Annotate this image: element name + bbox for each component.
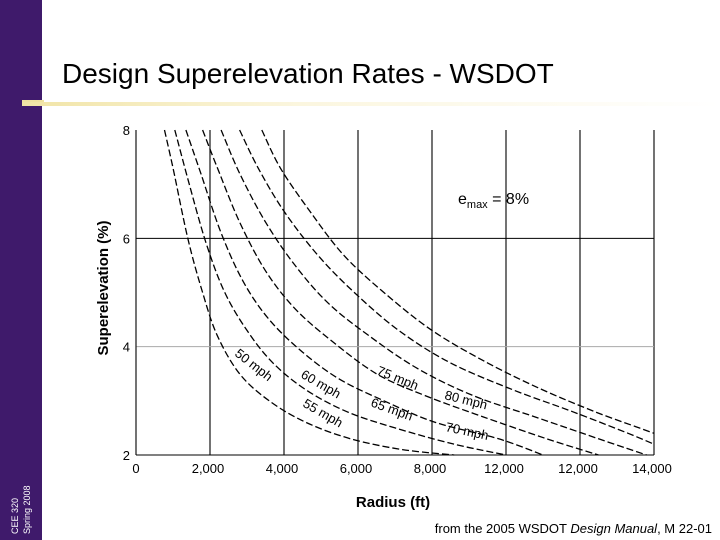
curve-label-70: 70 mph: [444, 419, 490, 443]
course-code: CEE 320: [10, 497, 20, 534]
curve-label-80: 80 mph: [443, 387, 489, 413]
emax-rest: = 8%: [487, 191, 530, 208]
x-tick-label: 12,000: [558, 461, 598, 476]
slide-title: Design Superelevation Rates - WSDOT: [62, 58, 554, 89]
source-suffix: , M 22-01: [657, 521, 712, 536]
y-axis-label: Superelevation (%): [95, 220, 112, 356]
y-tick-label: 2: [122, 448, 130, 463]
source-citation: [435, 521, 712, 536]
curve-60-mph: [186, 130, 543, 455]
curves: [165, 130, 655, 455]
emax-sub: max: [466, 199, 488, 211]
curve-label-60: 60 mph: [298, 366, 344, 402]
y-tick-label: 4: [122, 339, 130, 355]
y-tick-label: 6: [122, 231, 130, 247]
source-prefix: from the 2005 WSDOT: [434, 521, 571, 536]
source-title: Design Manual: [570, 521, 658, 536]
curve-label-50: 50 mph: [232, 345, 276, 385]
x-tick-label: 2,000: [191, 461, 225, 476]
y-tick-label: 8: [122, 123, 130, 138]
curve-55-mph: [175, 130, 506, 455]
curve-label-55: 55 mph: [300, 395, 346, 431]
course-term: Spring 2008: [22, 485, 32, 534]
emax-annotation: [458, 191, 529, 211]
x-tick-label: 0: [132, 461, 140, 476]
curve-label-75: 75 mph: [374, 362, 421, 394]
x-axis-label: Radius (ft): [355, 494, 431, 511]
x-tick-label: 6,000: [339, 461, 373, 476]
x-tick-label: 12,000: [484, 461, 524, 476]
x-tick-label: 14,000: [632, 461, 672, 476]
emax-base: e: [458, 191, 467, 208]
curve-label-65: 65 mph: [368, 394, 415, 424]
x-tick-label: 8,000: [413, 461, 447, 476]
x-tick-label: 4,000: [265, 461, 299, 476]
